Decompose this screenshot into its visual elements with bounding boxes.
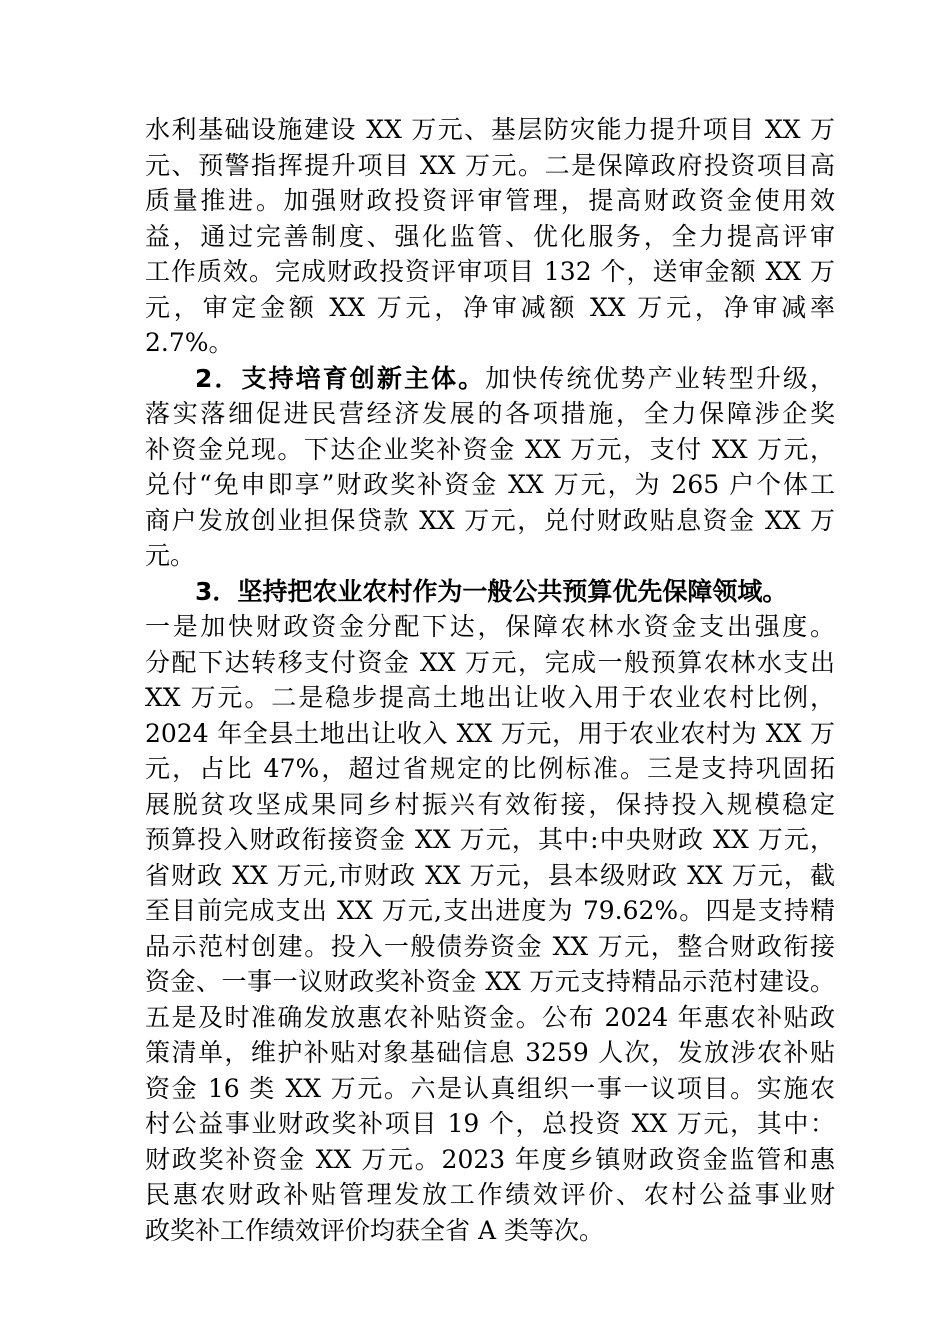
paragraph-line: 预算投入财政衔接资金 XX 万元，其中:中央财政 XX 万元， <box>145 825 835 854</box>
paragraph-line: 益，通过完善制度、强化监管、优化服务，全力提高评审 <box>145 221 835 251</box>
paragraph-line: 商户发放创业担保贷款 XX 万元，兑付财政贴息资金 XX 万 <box>145 505 835 535</box>
paragraph-line: 2024 年全县土地出让收入 XX 万元，用于农业农村为 XX 万 <box>145 718 835 748</box>
section-heading: 3．坚持把农业农村作为一般公共预算优先保障领域。 <box>195 576 788 606</box>
paragraph-line: 兑付“免申即享”财政奖补资金 XX 万元，为 265 户个体工 <box>145 470 835 499</box>
paragraph-line: 至目前完成支出 XX 万元,支出进度为 79.62%。四是支持精 <box>145 896 835 925</box>
paragraph-line: 元，占比 47%，超过省规定的比例标准。三是支持巩固拓 <box>145 754 835 783</box>
paragraph-line: 政奖补工作绩效评价均获全省 A 类等次。 <box>145 1215 604 1245</box>
paragraph-line: 村公益事业财政奖补项目 19 个，总投资 XX 万元，其中： <box>145 1109 835 1138</box>
paragraph-line: 一是加快财政资金分配下达，保障农林水资金支出强度。 <box>145 612 835 641</box>
paragraph-line: 补资金兑现。下达企业奖补资金 XX 万元，支付 XX 万元， <box>145 434 835 464</box>
paragraph-line: 2.7%。 <box>145 328 234 357</box>
paragraph-text: 加快传统优势产业转型升级， <box>485 363 835 393</box>
paragraph-1 <box>145 112 835 361</box>
paragraph-line: 策清单，维护补贴对象基础信息 3259 人次，发放涉农补贴 <box>145 1038 835 1067</box>
paragraph-line: 元，审定金额 XX 万元，净审减额 XX 万元，净审减率 <box>145 292 835 322</box>
paragraph-line: 质量推进。加强财政投资评审管理，提高财政资金使用效 <box>145 186 835 215</box>
paragraph-line: 元。 <box>145 541 196 570</box>
document-body <box>145 112 835 1248</box>
paragraph-line: 民惠农财政补贴管理发放工作绩效评价、农村公益事业财 <box>145 1180 835 1209</box>
paragraph-line: 资金 16 类 XX 万元。六是认真组织一事一议项目。实施农 <box>145 1073 835 1103</box>
paragraph-line: XX 万元。二是稳步提高土地出让收入用于农业农村比例， <box>145 683 835 712</box>
paragraph-line: 落实落细促进民营经济发展的各项措施，全力保障涉企奖 <box>145 399 835 428</box>
paragraph-line: 工作质效。完成财政投资评审项目 132 个，送审金额 XX 万 <box>145 257 835 286</box>
paragraph-line: 展脱贫攻坚成果同乡村振兴有效衔接，保持投入规模稳定 <box>145 789 835 819</box>
paragraph-line: 水利基础设施建设 XX 万元、基层防灾能力提升项目 XX 万 <box>145 115 835 144</box>
paragraph-3 <box>145 574 835 1249</box>
paragraph-line: 五是及时准确发放惠农补贴资金。公布 2024 年惠农补贴政 <box>145 1002 835 1032</box>
paragraph-line: 分配下达转移支付资金 XX 万元，完成一般预算农林水支出 <box>145 647 835 677</box>
paragraph-line: 财政奖补资金 XX 万元。2023 年度乡镇财政资金监管和惠 <box>145 1144 835 1174</box>
paragraph-first-line <box>145 361 835 397</box>
section-heading: 2．支持培育创新主体。 <box>195 363 486 393</box>
paragraph-line: 元、预警指挥提升项目 XX 万元。二是保障政府投资项目高 <box>145 150 835 180</box>
paragraph-line: 省财政 XX 万元,市财政 XX 万元，县本级财政 XX 万元，截 <box>145 860 835 890</box>
paragraph-line: 资金、一事一议财政奖补资金 XX 万元支持精品示范村建设。 <box>145 967 835 996</box>
paragraph-2 <box>145 361 835 574</box>
paragraph-line: 品示范村创建。投入一般债券资金 XX 万元，整合财政衔接 <box>145 931 835 961</box>
